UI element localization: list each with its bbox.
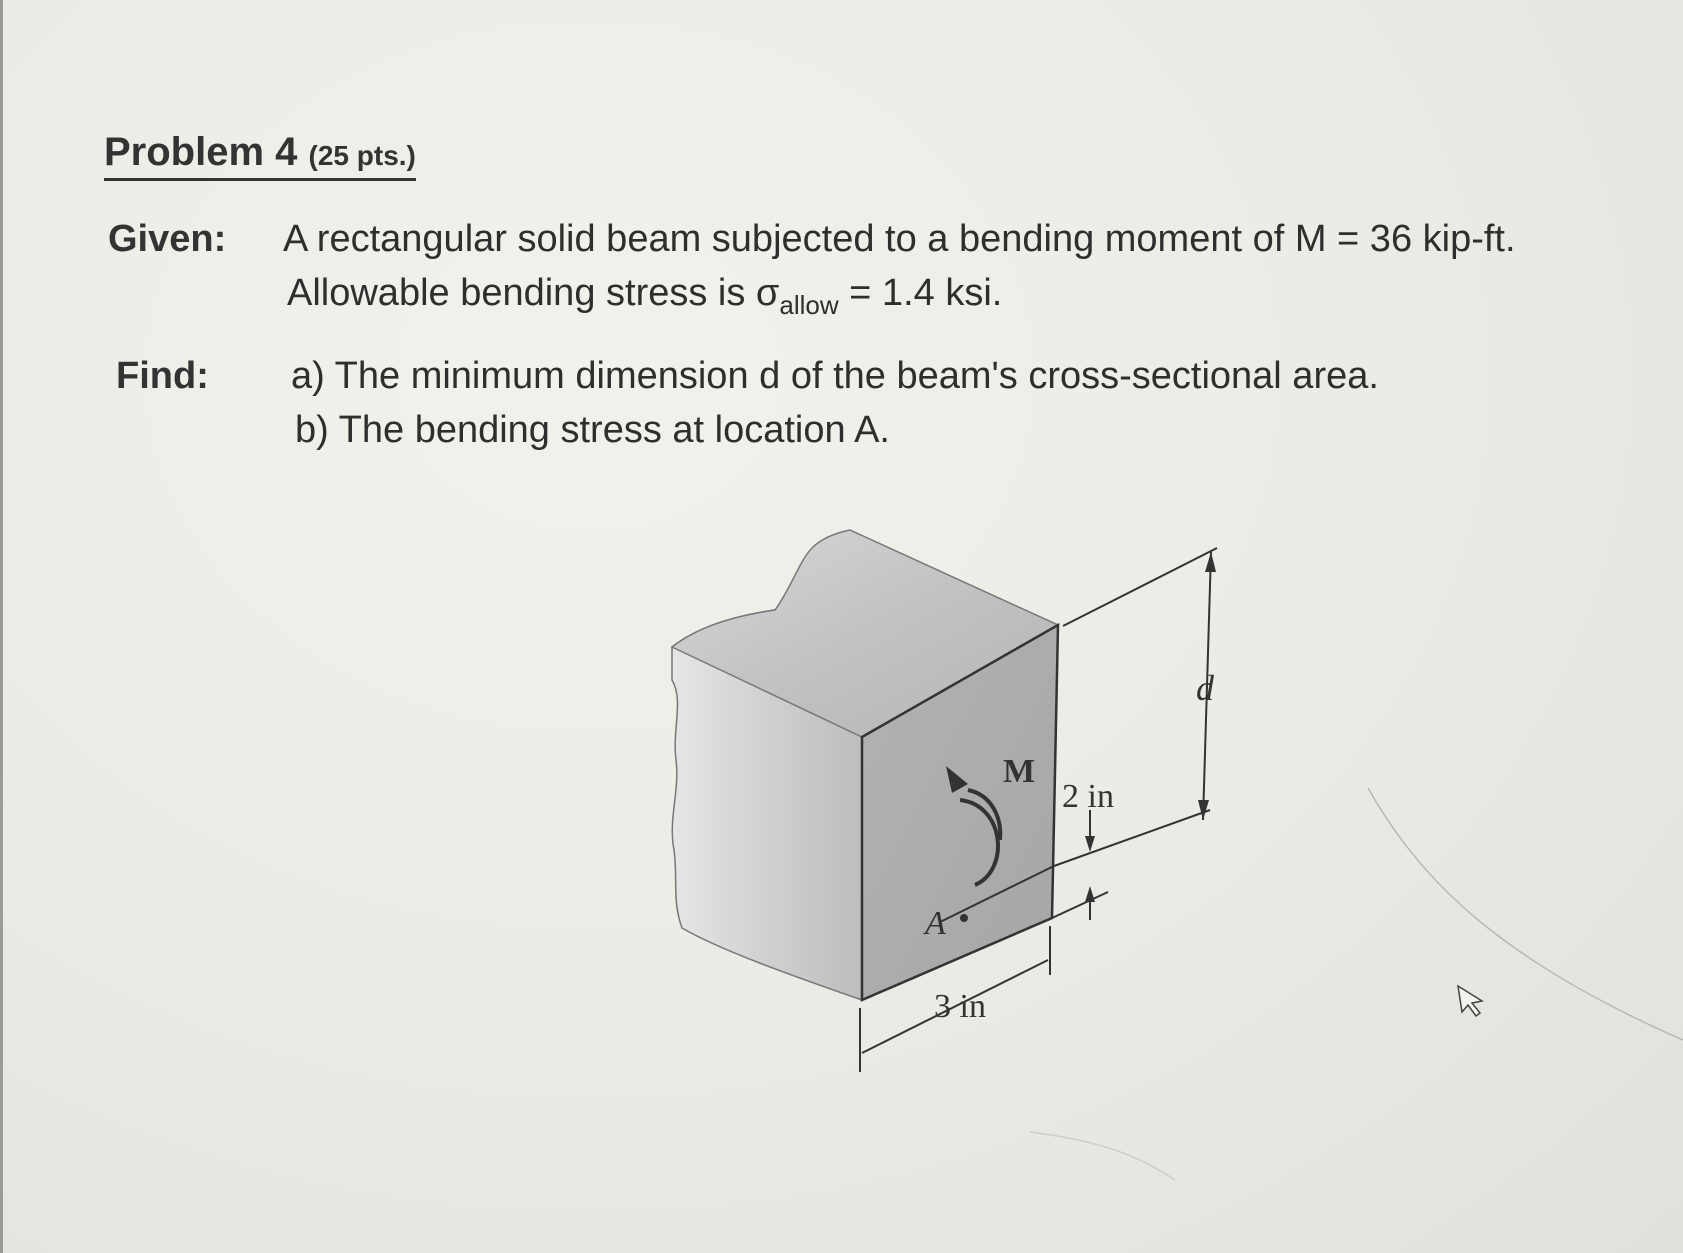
mouse-cursor-icon <box>1458 986 1482 1016</box>
dim-2in-arrowhead-upper-icon <box>1085 836 1095 852</box>
allowable-stress-subscript: allow <box>779 290 839 320</box>
dim-width-label: 3 in <box>934 988 986 1025</box>
problem-title-text: Problem 4 <box>104 130 298 174</box>
point-a-dot <box>960 914 968 922</box>
find-label: Find: <box>116 355 209 397</box>
find-item-b: b) The bending stress at location A. <box>295 409 890 451</box>
dim-offset-label: 2 in <box>1062 778 1114 815</box>
point-a-label: A <box>925 905 946 942</box>
dim-2in-extension-lower <box>1052 892 1108 918</box>
given-line-1: A rectangular solid beam subjected to a bending moment of M = 36 kip-ft. <box>283 218 1516 260</box>
dim-d-extension-top <box>1063 548 1217 626</box>
neutral-axis-extension <box>1054 810 1210 866</box>
allowable-stress-prefix: Allowable bending stress is σ <box>287 272 780 314</box>
moment-label: M <box>1003 753 1036 790</box>
paper-curve-mark-lower <box>1030 1132 1175 1180</box>
given-label: Given: <box>108 218 227 260</box>
problem-points: (25 pts.) <box>308 140 416 171</box>
dim-depth-label: d <box>1196 668 1214 708</box>
dim-d-arrow-top-icon <box>1205 552 1216 572</box>
paper-curve-mark <box>1368 788 1683 1040</box>
allowable-stress-value: = 1.4 ksi. <box>838 272 1003 314</box>
find-item-a: a) The minimum dimension d of the beam's cross-sectional area. <box>291 355 1379 397</box>
